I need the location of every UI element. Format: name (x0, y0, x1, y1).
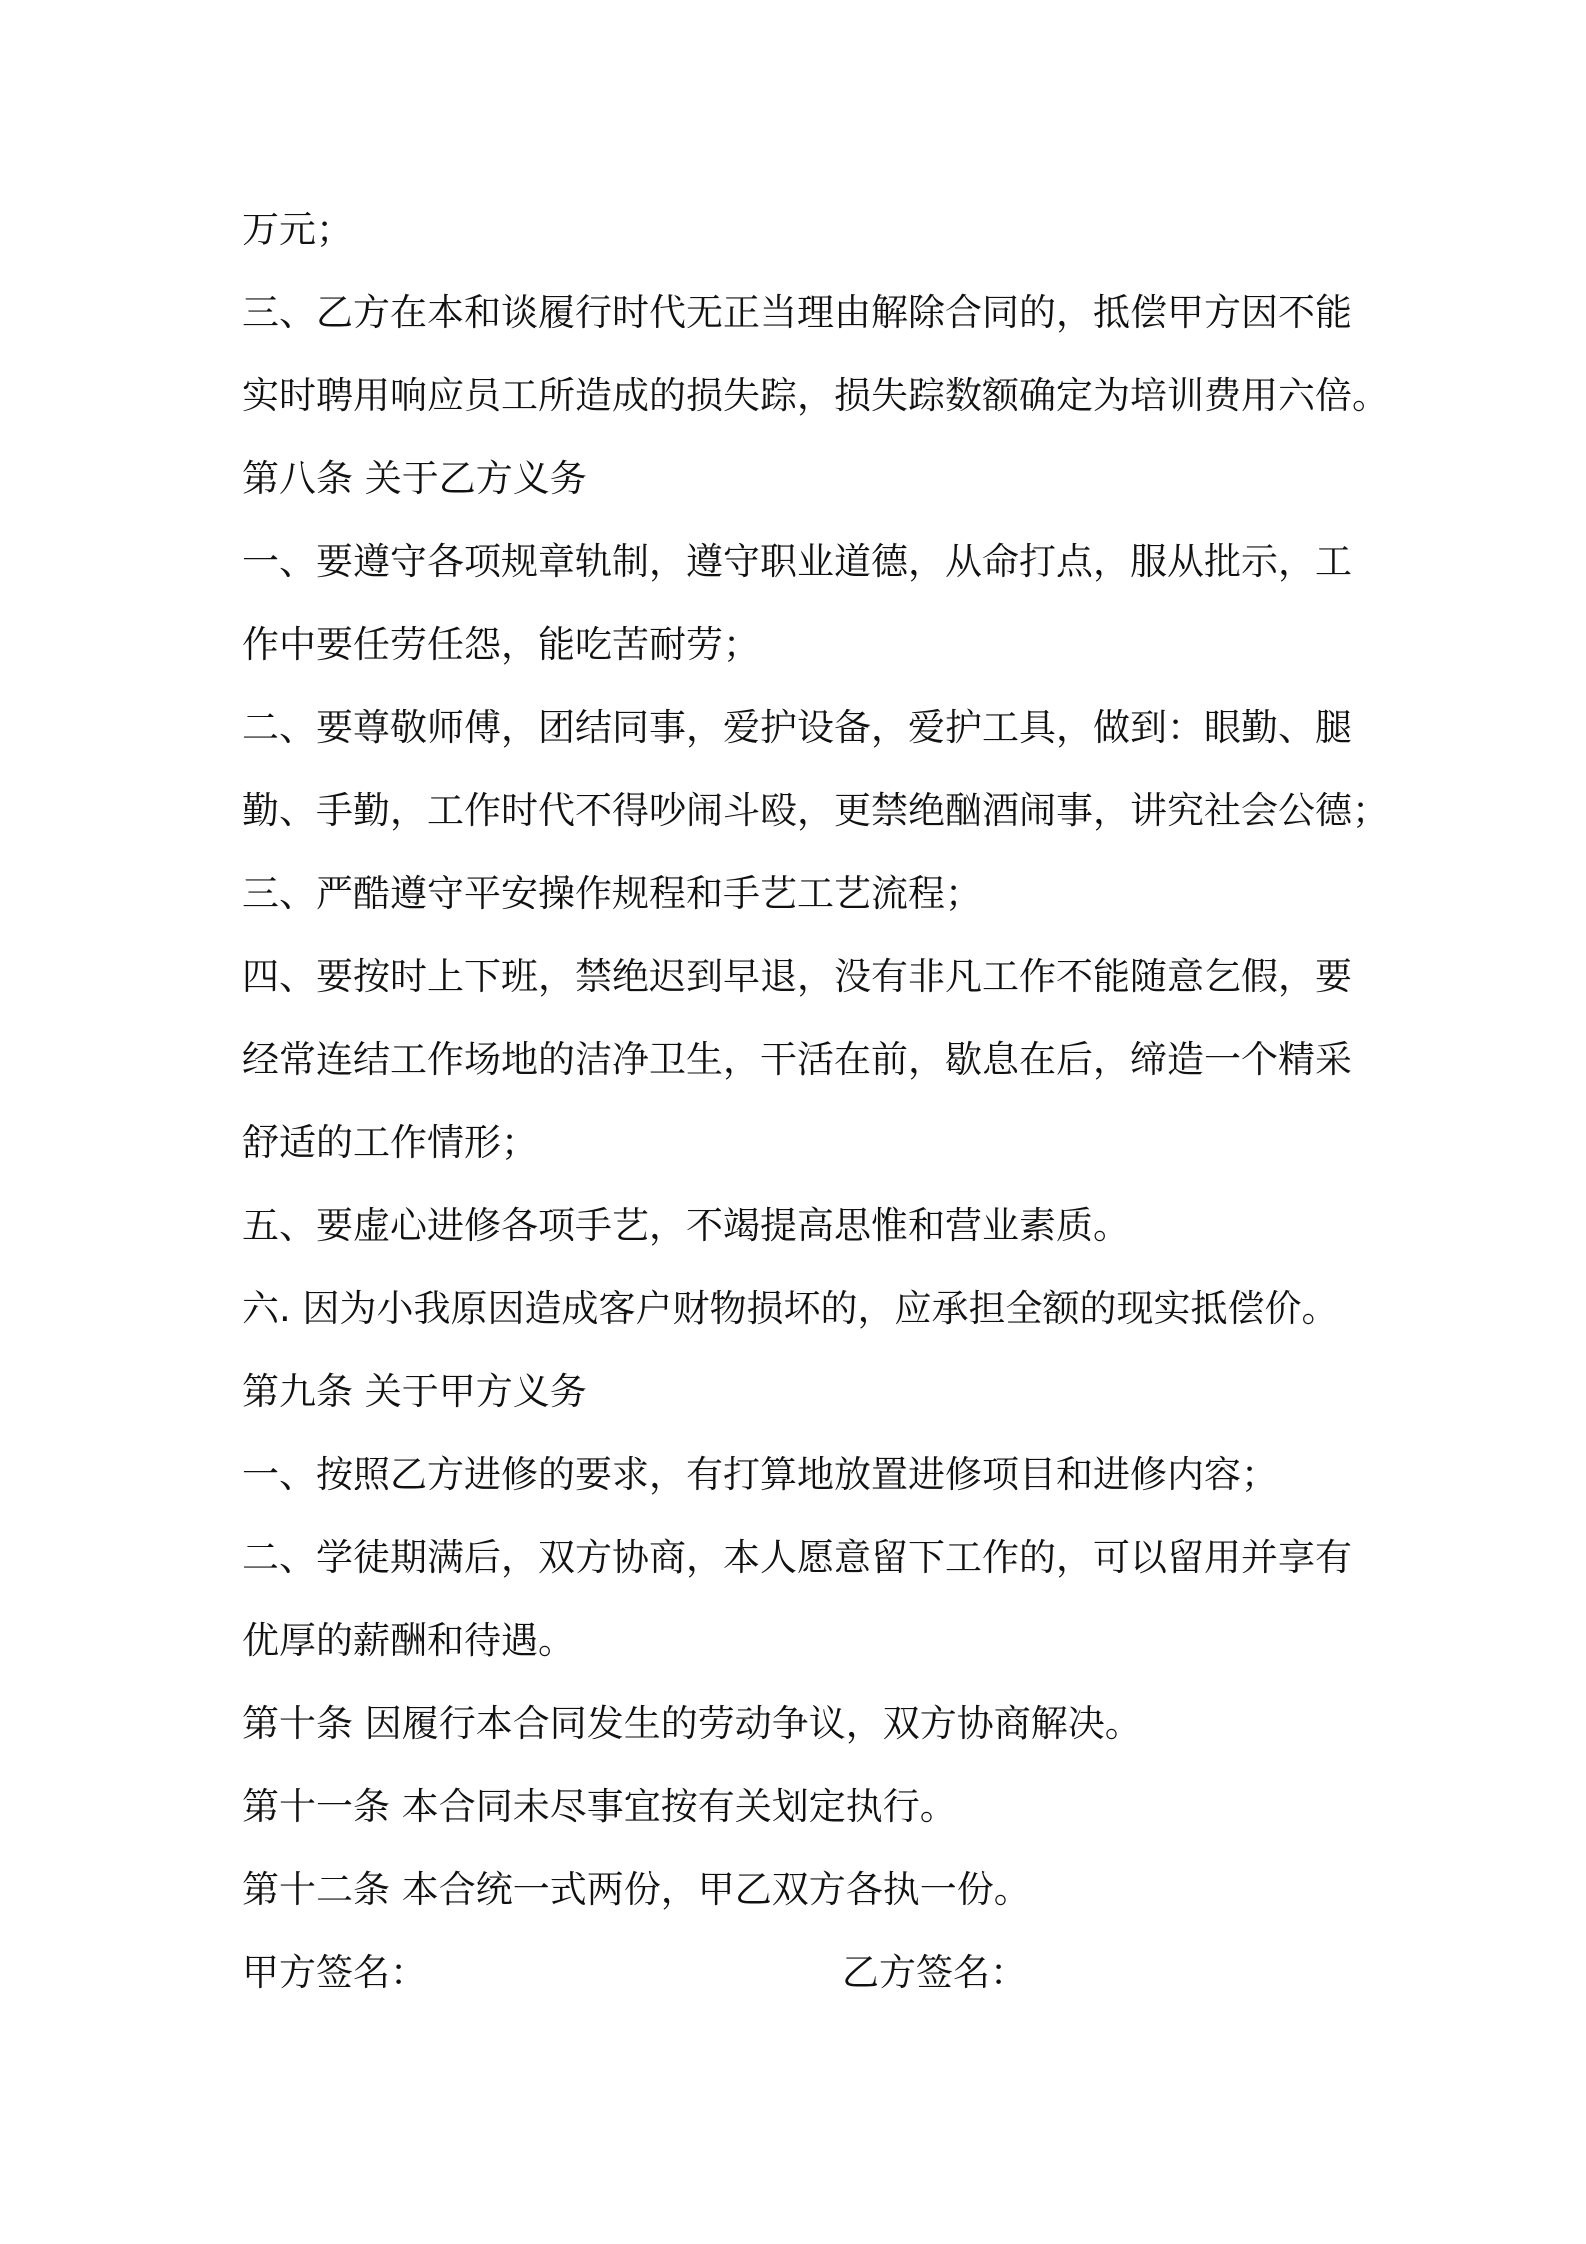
article-9-item-1: 一、按照乙方进修的要求，有打算地放置进修项目和进修内容； (242, 1453, 1278, 1496)
article-12: 第十二条 本合统一式两份，甲乙双方各执一份。 (242, 1868, 1031, 1911)
article-8-item-4-line-1: 四、要按时上下班，禁绝迟到早退，没有非凡工作不能随意乞假，要 (242, 955, 1352, 998)
article-8-item-4-line-2: 经常连结工作场地的洁净卫生，干活在前，歇息在后，缔造一个精采 (242, 1038, 1352, 1081)
clause-7-item-3-line-1: 三、乙方在本和谈履行时代无正当理由解除合同的，抵偿甲方因不能 (242, 291, 1352, 334)
party-b-signature-label: 乙方签名： (842, 1951, 1027, 1994)
article-9-item-2-line-2: 优厚的薪酬和待遇。 (242, 1619, 575, 1662)
article-8-item-1-line-1: 一、要遵守各项规章轨制，遵守职业道德，从命打点，服从批示，工 (242, 540, 1352, 583)
article-8-item-1-line-2: 作中要任劳任怨，能吃苦耐劳； (242, 623, 760, 666)
article-8-item-2-line-1: 二、要尊敬师傅，团结同事，爱护设备，爱护工具，做到：眼勤、腿 (242, 706, 1352, 749)
clause-7-item-3-line-2: 实时聘用响应员工所造成的损失踪，损失踪数额确定为培训费用六倍。 (242, 374, 1389, 417)
article-8-item-3: 三、严酷遵守平安操作规程和手艺工艺流程； (242, 872, 982, 915)
party-a-signature-label: 甲方签名： (242, 1951, 427, 1994)
article-8-item-4-line-3: 舒适的工作情形； (242, 1121, 538, 1164)
article-9-item-2-line-1: 二、学徒期满后，双方协商，本人愿意留下工作的，可以留用并享有 (242, 1536, 1352, 1579)
article-8-item-2-line-2: 勤、手勤，工作时代不得吵闹斗殴，更禁绝酗酒闹事，讲究社会公德； (242, 789, 1389, 832)
article-9-heading: 第九条 关于甲方义务 (242, 1370, 587, 1413)
article-11: 第十一条 本合同未尽事宜按有关划定执行。 (242, 1785, 957, 1828)
article-8-item-5: 五、要虚心进修各项手艺，不竭提高思惟和营业素质。 (242, 1204, 1130, 1247)
article-8-item-6: 六. 因为小我原因造成客户财物损坏的，应承担全额的现实抵偿价。 (242, 1287, 1339, 1330)
text-line-continuation: 万元； (242, 208, 353, 251)
article-10: 第十条 因履行本合同发生的劳动争议，双方协商解决。 (242, 1702, 1142, 1745)
article-8-heading: 第八条 关于乙方义务 (242, 457, 587, 500)
